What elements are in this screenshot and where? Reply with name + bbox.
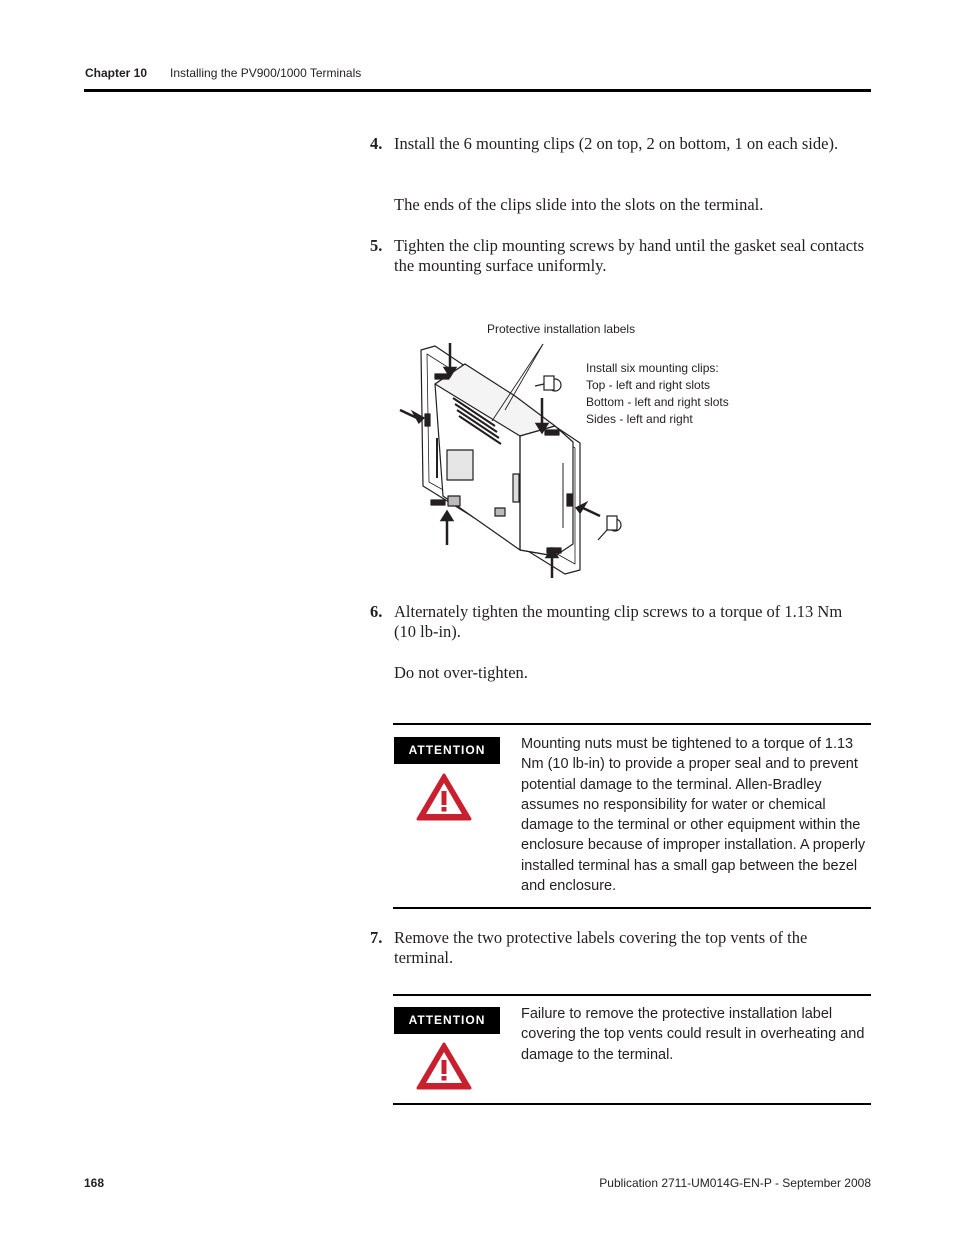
step-text: Install the 6 mounting clips (2 on top, 2 on bottom, 1 on each side). [394,134,839,153]
mounting-clips-callout [586,360,729,428]
protective-labels-callout: Protective installation labels [487,322,636,336]
chapter-title: Installing the PV900/1000 Terminals [170,66,362,80]
callout-line: Install six mounting clips: [586,361,719,375]
step-4 [370,134,865,154]
terminal-rear-illustration [395,318,740,583]
step-text: Tighten the clip mounting screws by hand until the gasket seal contacts the mounting surface uniformly. [394,236,865,275]
step-6-note: Do not over-tighten. [394,663,528,682]
step-6 [370,602,865,642]
attention-text: Mounting nuts must be tightened to a torque of 1.13 Nm (10 lb-in) to provide a proper seal and to prevent potential damage to the terminal. Allen-Bradley assumes no responsibility for water or chemical damage to the terminal or other equipment within the enclosure because of improper installation. A properly installed terminal has a small gap between the bezel and enclosure. [521,736,866,895]
attention-badge: ATTENTION [394,737,500,764]
step-number: 5. [370,236,383,255]
chapter-label: Chapter 10 [85,66,148,80]
callout-line: Top - left and right slots [586,378,711,392]
header-divider [84,89,871,92]
warning-triangle-icon [416,772,472,822]
page-number: 168 [84,1176,105,1190]
step-4-note: The ends of the clips slide into the slots on the terminal. [394,195,764,214]
step-number: 7. [370,928,383,947]
warning-triangle-icon [416,1041,472,1091]
step-text: Remove the two protective labels covering the top vents of the terminal. [394,928,808,967]
attention-bottom-rule [393,907,871,909]
callout-line: Sides - left and right [586,412,693,426]
attention-top-rule [393,723,871,725]
attention-bottom-rule [393,1103,871,1105]
attention-top-rule [393,994,871,996]
mounting-clips-figure [395,318,740,583]
step-number: 4. [370,134,383,153]
attention-badge: ATTENTION [394,1007,500,1034]
publication-info: Publication 2711-UM014G-EN-P - September 2008 [599,1176,871,1190]
step-number: 6. [370,602,383,621]
step-7 [370,928,865,968]
callout-line: Bottom - left and right slots [586,395,729,409]
step-5 [370,236,865,276]
step-text: Alternately tighten the mounting clip screws to a torque of 1.13 Nm (10 lb-in). [394,602,843,641]
attention-text: Failure to remove the protective installation label covering the top vents could result in overheating and damage to the terminal. [521,1006,865,1063]
